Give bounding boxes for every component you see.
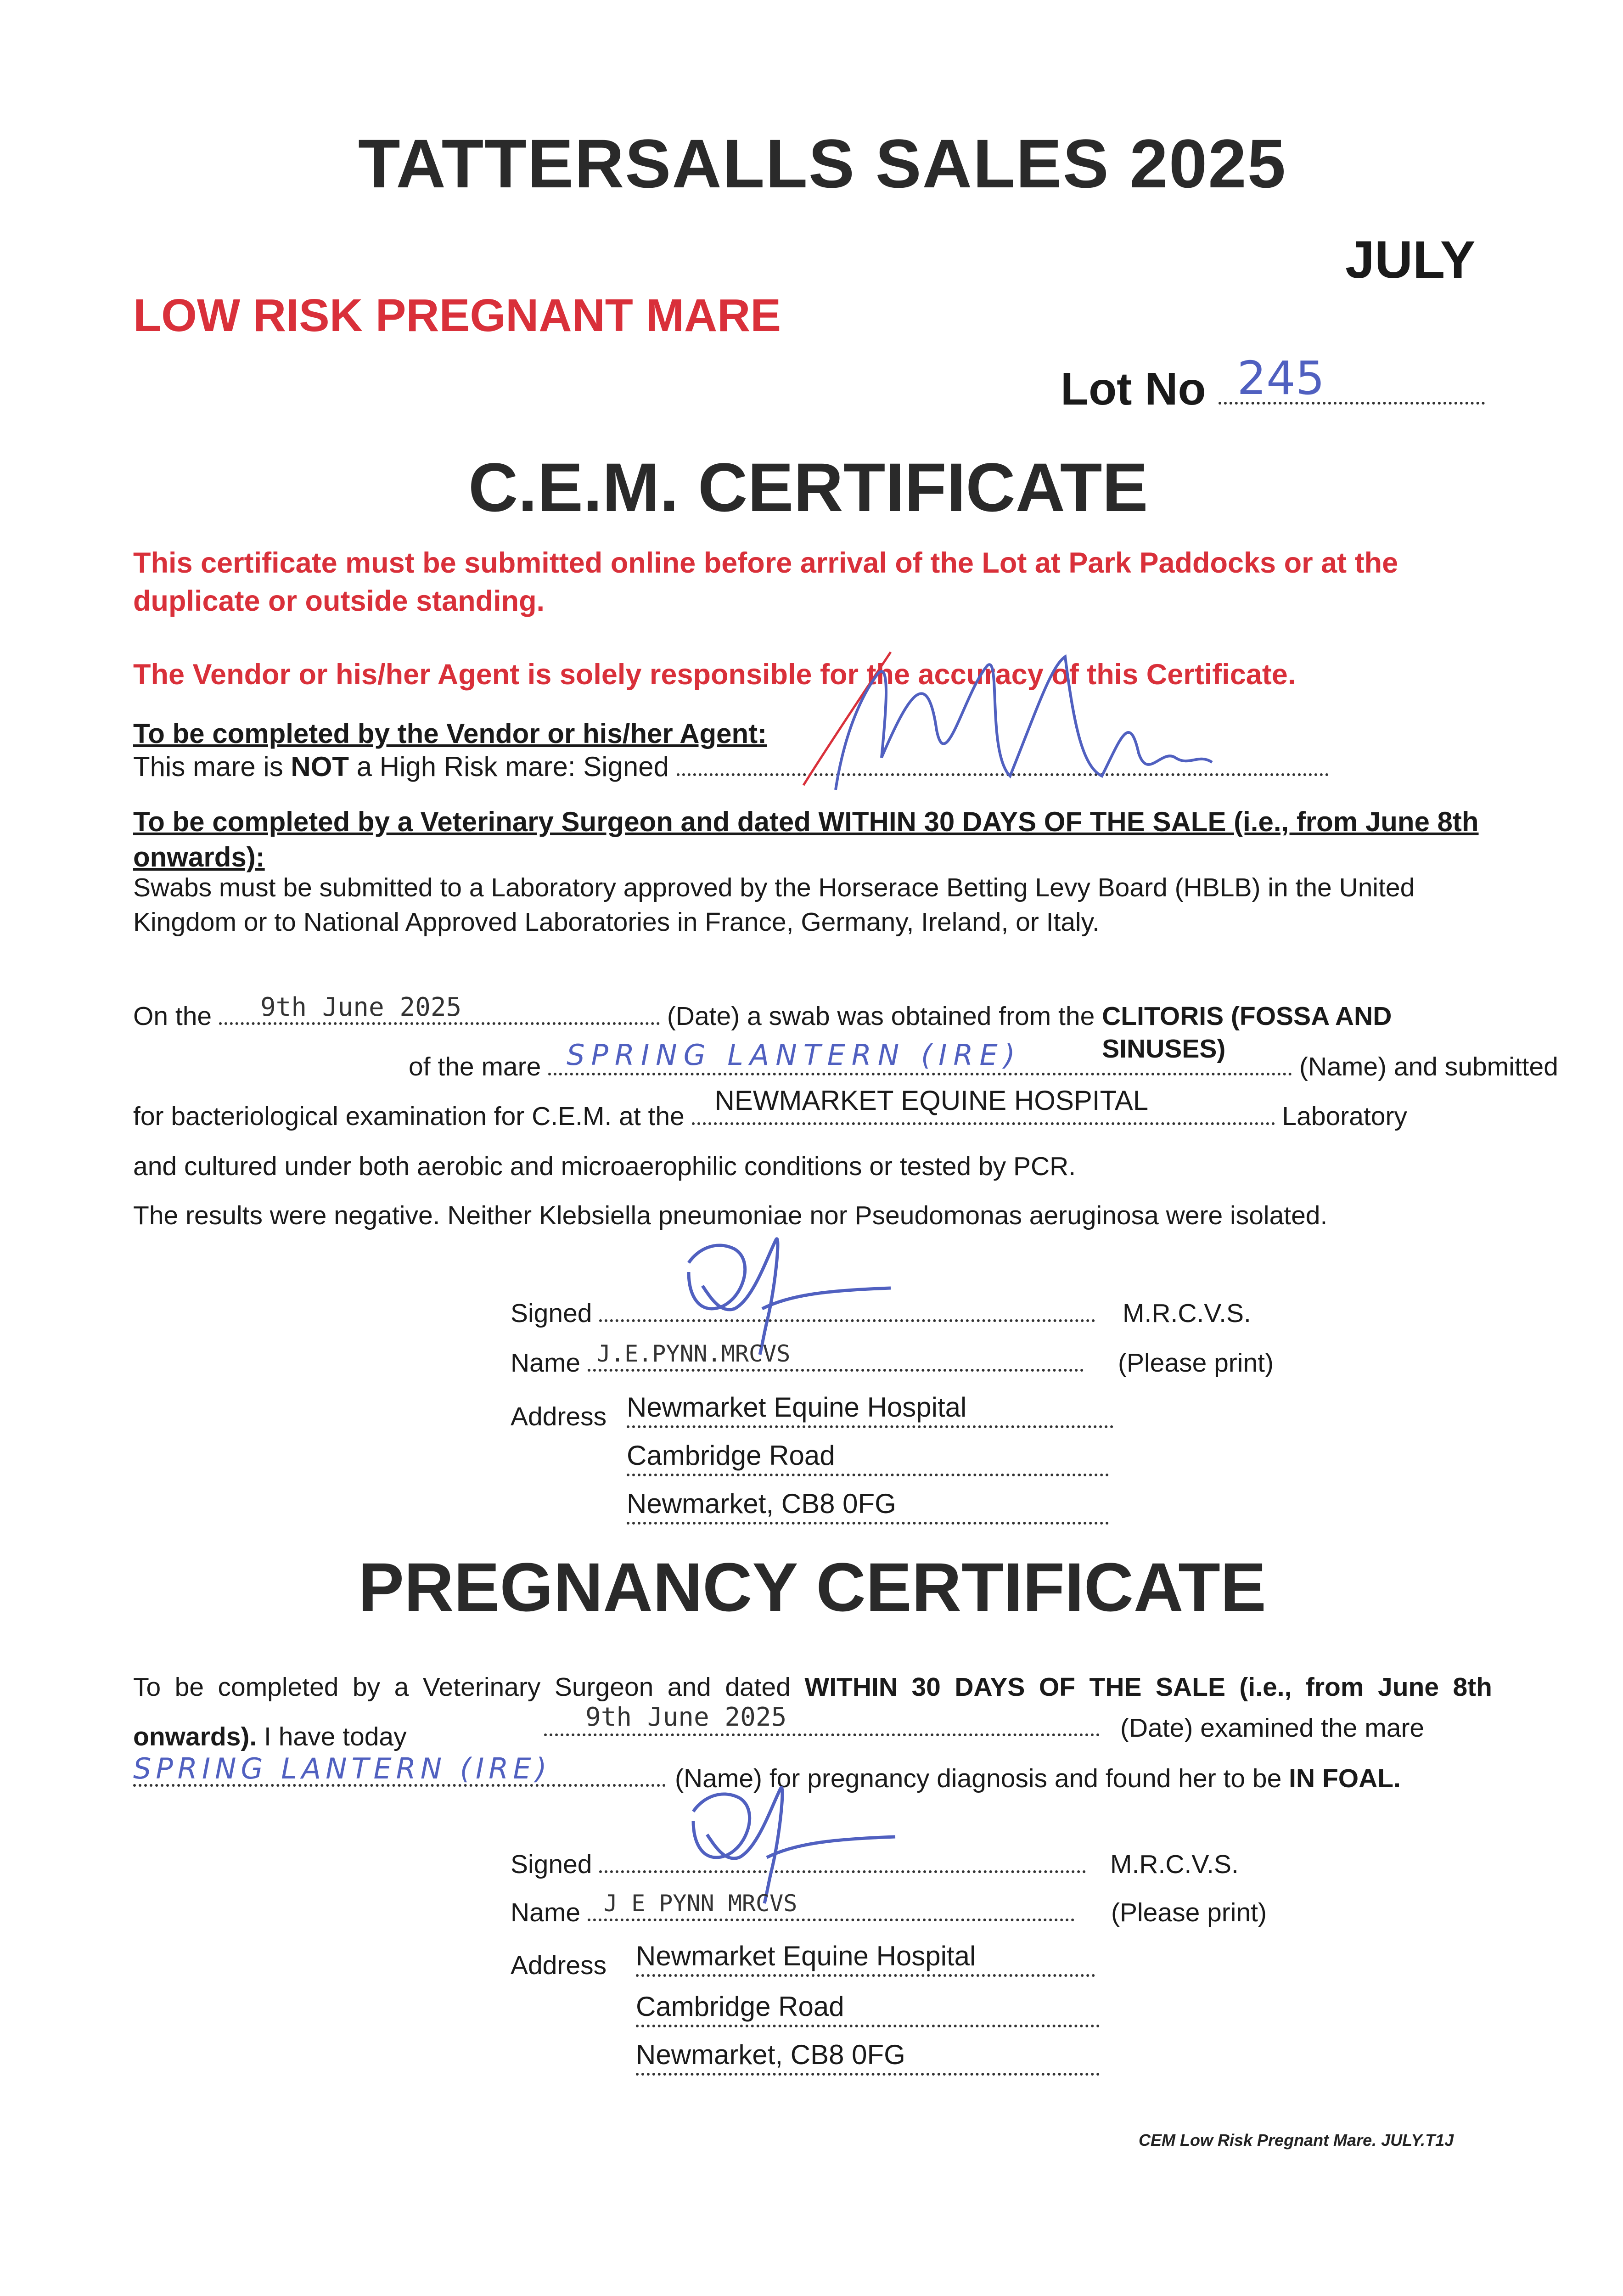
vendor-line-not: NOT xyxy=(291,751,349,782)
cem-name-field xyxy=(588,1340,1084,1372)
preg-vet-name: J E PYNN MRCVS xyxy=(603,1890,797,1917)
preg-mare-field xyxy=(133,1752,666,1787)
mare-name: SPRING LANTERN (IRE) xyxy=(567,1038,1022,1072)
lot-value: 245 xyxy=(1237,351,1325,405)
in-foal: IN FOAL. xyxy=(1289,1764,1401,1793)
preg-date-field xyxy=(544,1702,1100,1736)
cem-vet-signature xyxy=(670,1221,909,1359)
for-bact-label: for bacteriological examination for C.E.M. at the xyxy=(133,1102,685,1131)
footer-reference: CEM Low Risk Pregnant Mare. JULY.T1J xyxy=(1139,2131,1454,2150)
preg-mare-name: SPRING LANTERN (IRE) xyxy=(133,1752,551,1785)
page-title: TATTERSALLS SALES 2025 xyxy=(358,125,1287,202)
preg-line1-pre: To be completed by a Veterinary Surgeon and dated xyxy=(133,1672,805,1702)
preg-address-1: Newmarket Equine Hospital xyxy=(636,1941,976,1971)
lot-label: Lot No xyxy=(1061,363,1206,415)
vet-heading: To be completed by a Veterinary Surgeon and dated WITHIN 30 DAYS OF THE SALE (i.e., from June 8th onwards): xyxy=(133,806,1479,872)
lot-field xyxy=(1219,351,1485,405)
results-text: The results were negative. Neither Klebsiella pneumoniae nor Pseudomonas aeruginosa were isolated. xyxy=(133,1201,1328,1230)
lab-name: NEWMARKET EQUINE HOSPITAL xyxy=(714,1085,1149,1116)
preg-name-for: (Name) for pregnancy diagnosis and found her to be xyxy=(675,1764,1282,1793)
vendor-line-post: a High Risk mare: Signed xyxy=(349,751,669,782)
preg-please-print: (Please print) xyxy=(1111,1898,1267,1927)
preg-address-2: Cambridge Road xyxy=(636,1991,844,2022)
cem-title: C.E.M. CERTIFICATE xyxy=(468,449,1148,526)
vendor-heading: To be completed by the Vendor or his/her Agent: xyxy=(133,718,767,749)
cem-address-line-2 xyxy=(627,1440,1109,1476)
preg-name-field xyxy=(588,1890,1074,1921)
preg-date-examined: (Date) examined the mare xyxy=(1120,1713,1425,1743)
submission-notice: This certificate must be submitted online before arrival of the Lot at Park Paddocks or at the duplicate or outside standing. xyxy=(133,547,1398,618)
vendor-signature xyxy=(771,638,1276,813)
swab-date: 9th June 2025 xyxy=(260,992,462,1022)
preg-address-line-2 xyxy=(636,1991,1100,2027)
cem-address-3: Newmarket, CB8 0FG xyxy=(627,1488,896,1519)
date-swab-text: (Date) a swab was obtained from the xyxy=(667,1002,1095,1031)
cem-address-label: Address xyxy=(511,1402,607,1431)
mare-name-field xyxy=(548,1038,1292,1075)
preg-address-3: Newmarket, CB8 0FG xyxy=(636,2039,905,2070)
cultured-text: and cultured under both aerobic and microaerophilic conditions or tested by PCR. xyxy=(133,1152,1076,1181)
cem-name-label: Name xyxy=(511,1348,581,1378)
preg-name-label: Name xyxy=(511,1898,581,1927)
swab-line-3 xyxy=(133,1085,1407,1133)
lab-name-field xyxy=(692,1085,1275,1125)
risk-category: LOW RISK PREGNANT MARE xyxy=(133,290,781,341)
cem-signed-label: Signed xyxy=(511,1299,592,1328)
lot-number xyxy=(1061,351,1485,416)
swabs-instructions: Swabs must be submitted to a Laboratory approved by the Horserace Betting Levy Board (HBLB) in the United Kingdom or to National Approved Laboratories in France, Germany, Ireland, or Italy. xyxy=(133,873,1415,937)
preg-name-row-2 xyxy=(511,1890,1074,1929)
cem-name-row xyxy=(511,1340,1084,1379)
preg-address-line-3 xyxy=(636,2039,1100,2076)
swab-line-2 xyxy=(409,1038,1558,1083)
preg-line1-bold: WITHIN 30 DAYS OF THE SALE (i.e., from June 8th onwards). xyxy=(133,1672,1492,1752)
of-the-mare-label: of the mare xyxy=(409,1052,541,1081)
cem-mrcvs: M.R.C.V.S. xyxy=(1123,1299,1251,1328)
cem-vet-name: J.E.PYNN.MRCVS xyxy=(596,1340,791,1367)
on-the-label: On the xyxy=(133,1002,212,1031)
clitoris-label: CLITORIS (FOSSA AND SINUSES) xyxy=(1102,1002,1392,1064)
preg-mrcvs: M.R.C.V.S. xyxy=(1110,1850,1239,1879)
laboratory-label: Laboratory xyxy=(1282,1102,1407,1131)
responsibility-notice: The Vendor or his/her Agent is solely responsible for the accuracy of this Certificate. xyxy=(133,658,1296,691)
preg-line1-post: I have today xyxy=(257,1722,407,1752)
cem-address-line-3 xyxy=(627,1488,1109,1525)
cem-address-2: Cambridge Road xyxy=(627,1440,835,1471)
name-submitted-label: (Name) and submitted xyxy=(1299,1052,1558,1081)
cem-address-line-1 xyxy=(627,1391,1113,1428)
swab-date-field xyxy=(219,992,660,1025)
vendor-line-pre: This mare is xyxy=(133,751,291,782)
pregnancy-title: PREGNANCY CERTIFICATE xyxy=(358,1548,1266,1626)
cem-please-print: (Please print) xyxy=(1118,1348,1274,1378)
cem-address-1: Newmarket Equine Hospital xyxy=(627,1392,967,1423)
preg-signed-label: Signed xyxy=(511,1850,592,1879)
preg-vet-signature xyxy=(675,1770,914,1908)
preg-exam-date: 9th June 2025 xyxy=(585,1702,787,1732)
preg-address-line-1 xyxy=(636,1940,1095,1977)
sale-month: JULY xyxy=(1345,231,1476,289)
preg-address-label: Address xyxy=(511,1951,607,1980)
